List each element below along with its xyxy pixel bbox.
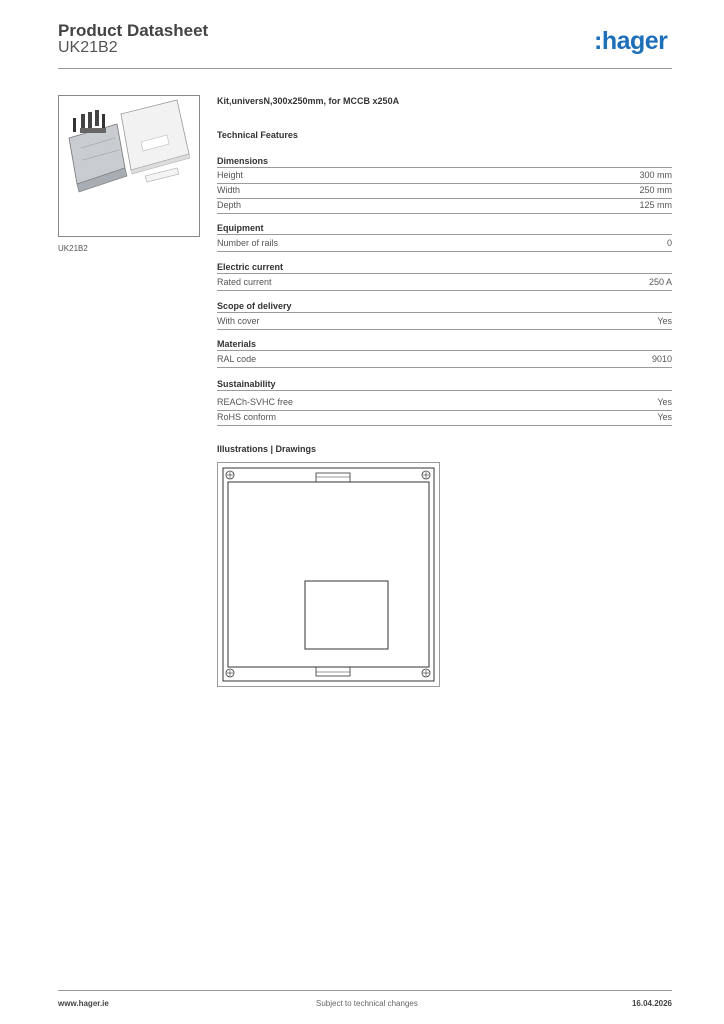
spec-row bbox=[217, 396, 672, 411]
spec-value: 9010 bbox=[651, 354, 672, 364]
section-title-materials: Materials bbox=[217, 339, 672, 351]
spec-value: 250 mm bbox=[639, 185, 672, 195]
spec-value: 250 A bbox=[648, 277, 672, 287]
technical-features-title: Technical Features bbox=[217, 130, 298, 140]
spec-row bbox=[217, 199, 672, 214]
product-image-caption: UK21B2 bbox=[58, 244, 88, 253]
spec-row bbox=[217, 184, 672, 199]
spec-row bbox=[217, 276, 672, 291]
section-title-dimensions: Dimensions bbox=[217, 156, 672, 168]
spec-label: Width bbox=[217, 185, 241, 195]
spec-row bbox=[217, 411, 672, 426]
section-title-sustainability: Sustainability bbox=[217, 379, 672, 391]
spec-row bbox=[217, 237, 672, 252]
section-title-scope-of-delivery: Scope of delivery bbox=[217, 301, 672, 313]
enclosure-front-drawing bbox=[218, 463, 439, 686]
footer-website-link[interactable]: www.hager.ie bbox=[58, 999, 109, 1008]
product-kit-illustration bbox=[59, 96, 199, 236]
spec-label: Height bbox=[217, 170, 244, 180]
spec-value: Yes bbox=[657, 316, 672, 326]
header-divider bbox=[58, 68, 672, 69]
spec-value: 125 mm bbox=[639, 200, 672, 210]
spec-label: Number of rails bbox=[217, 238, 279, 248]
page-title: Product Datasheet bbox=[58, 21, 209, 40]
spec-row bbox=[217, 353, 672, 368]
technical-drawing bbox=[217, 462, 440, 687]
spec-label: Rated current bbox=[217, 277, 272, 287]
spec-label: Depth bbox=[217, 200, 242, 210]
spec-value: Yes bbox=[657, 412, 672, 422]
spec-label: RoHS conform bbox=[217, 412, 277, 422]
spec-row bbox=[217, 315, 672, 330]
hager-logo: :hager bbox=[594, 27, 668, 55]
spec-value: 300 mm bbox=[639, 170, 672, 180]
product-description: Kit,universN,300x250mm, for MCCB x250A bbox=[217, 96, 400, 106]
product-code-heading: UK21B2 bbox=[58, 39, 118, 56]
section-title-equipment: Equipment bbox=[217, 223, 672, 235]
illustrations-title: Illustrations | Drawings bbox=[217, 444, 317, 454]
section-title-electric-current: Electric current bbox=[217, 262, 672, 274]
spec-label: With cover bbox=[217, 316, 260, 326]
spec-row bbox=[217, 169, 672, 184]
footer-divider bbox=[58, 990, 672, 991]
footer-date: 16.04.2026 bbox=[631, 999, 672, 1008]
spec-label: RAL code bbox=[217, 354, 257, 364]
spec-value: Yes bbox=[657, 397, 672, 407]
product-image bbox=[58, 95, 200, 237]
spec-label: REACh-SVHC free bbox=[217, 397, 294, 407]
footer-notice: Subject to technical changes bbox=[316, 999, 418, 1008]
spec-value: 0 bbox=[666, 238, 672, 248]
